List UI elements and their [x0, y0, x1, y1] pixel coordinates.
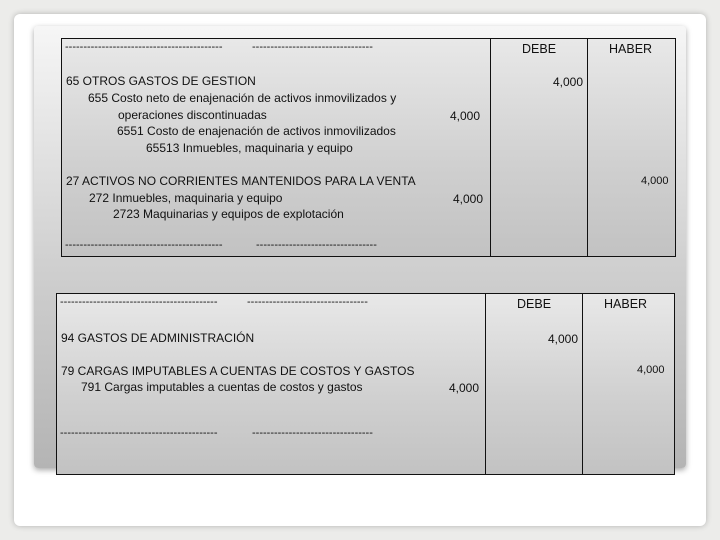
footer-right-dashes: --------------------------------- — [252, 427, 373, 439]
account-line: 27 ACTIVOS NO CORRIENTES MANTENIDOS PARA LA VENTA — [66, 174, 416, 188]
haber-header: HABER — [604, 297, 648, 311]
amount: 4,000 — [641, 175, 669, 187]
account-line: 791 Cargas imputables a cuentas de costos y gastos — [81, 380, 363, 394]
account-line: 655 Costo neto de enajenación de activos inmovilizados y — [88, 91, 397, 105]
amount: 4,000 — [449, 381, 480, 395]
amount: 4,000 — [450, 109, 481, 123]
footer-right-dashes: --------------------------------- — [256, 239, 377, 251]
account-line: operaciones discontinuadas — [118, 108, 267, 122]
account-line: 272 Inmuebles, maquinaria y equipo — [89, 191, 283, 205]
haber-header: HABER — [609, 42, 653, 56]
header-right-dashes: --------------------------------- — [247, 296, 368, 308]
haber-column-divider — [587, 39, 588, 256]
footer-left-dashes: ------------------------------------------- — [65, 239, 223, 251]
haber-column-divider — [582, 294, 583, 474]
account-line: 65513 Inmuebles, maquinaria y equipo — [146, 141, 353, 155]
account-line: 65 OTROS GASTOS DE GESTION — [66, 74, 256, 88]
header-left-dashes: ------------------------------------------- — [60, 296, 218, 308]
journal-entry-1 — [61, 38, 676, 257]
amount: 4,000 — [548, 332, 579, 346]
debe-header: DEBE — [517, 297, 552, 311]
account-line: 79 CARGAS IMPUTABLES A CUENTAS DE COSTOS Y GASTOS — [61, 364, 415, 378]
amount: 4,000 — [637, 364, 665, 376]
debe-header: DEBE — [522, 42, 557, 56]
header-right-dashes: --------------------------------- — [252, 41, 373, 53]
debe-column-divider — [485, 294, 486, 474]
footer-left-dashes: ------------------------------------------- — [60, 427, 218, 439]
account-line: 6551 Costo de enajenación de activos inmovilizados — [117, 124, 396, 138]
header-left-dashes: ------------------------------------------- — [65, 41, 223, 53]
account-line: 2723 Maquinarias y equipos de explotación — [113, 207, 344, 221]
account-line: 94 GASTOS DE ADMINISTRACIÓN — [61, 331, 255, 345]
amount: 4,000 — [553, 75, 584, 89]
journal-entry-2 — [56, 293, 675, 475]
debe-column-divider — [490, 39, 491, 256]
amount: 4,000 — [453, 192, 484, 206]
